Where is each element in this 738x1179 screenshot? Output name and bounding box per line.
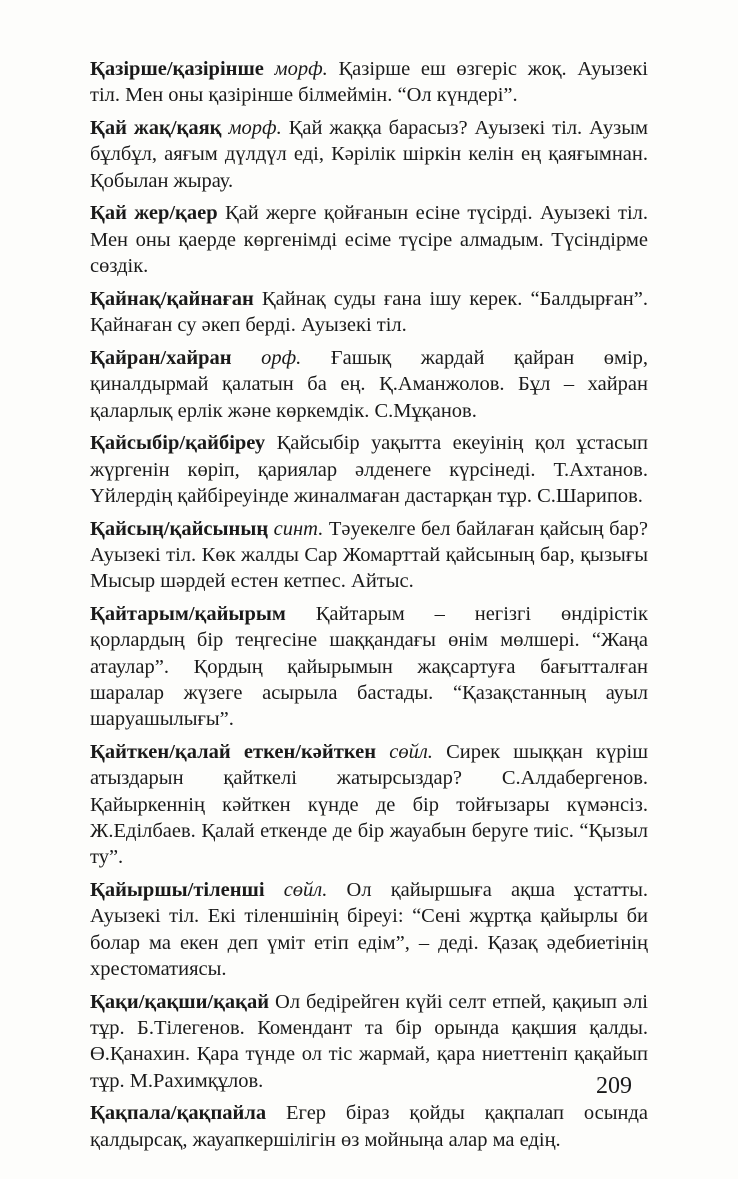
dictionary-text bbox=[90, 56, 648, 1160]
entry-headword: Қай жақ/қаяқ bbox=[90, 117, 222, 140]
entry-text: Тәуекелге бел байлаған қайсың бар? Ауызекі тіл. Көк жалды Сар Жомарттай қайсының бар, қызығы Мысыр шәрдей естен кетпес. Айтыс. bbox=[90, 517, 649, 593]
page-number: 209 bbox=[596, 1073, 632, 1099]
entry-text: Қайнақ суды ғана ішу керек. “Балдырған”. Қайнаған су әкеп берді. Ауызекі тіл. bbox=[90, 287, 649, 337]
entry-headword: Қайран/хайран bbox=[90, 346, 232, 369]
dictionary-entry bbox=[90, 516, 648, 595]
dictionary-entry bbox=[90, 115, 648, 194]
entry-text: Ол қайыршыға ақша ұстатты. Ауызекі тіл. Екі тіленшінің біреуі: “Сені жұртқа қайырлы би болар ма екен деп үміт етіп едім”, – деді. Қазақ әдебиетінің хрестоматиясы. bbox=[90, 879, 649, 980]
entry-headword: Қазірше/қазірінше bbox=[90, 58, 264, 80]
dictionary-entry bbox=[90, 200, 648, 279]
entry-label: синт. bbox=[273, 517, 324, 540]
dictionary-entry bbox=[90, 601, 648, 732]
entry-label: сөйл. bbox=[283, 879, 328, 902]
entry-headword: Қайтарым/қайырым bbox=[90, 603, 286, 626]
entry-text: Қай жаққа барасыз? Ауызекі тіл. Аузым бұлбұл, аяғым дүлдүл еді, Кәрілік шіркін келін ең қаяғымнан. Қобылан жырау. bbox=[90, 117, 649, 192]
entry-label: орф. bbox=[261, 346, 302, 369]
entry-headword: Қайыршы/тіленші bbox=[90, 879, 265, 902]
dictionary-entry bbox=[90, 56, 648, 109]
entry-headword: Қайсыбір/қайбіреу bbox=[90, 432, 266, 455]
dictionary-entry bbox=[90, 345, 648, 424]
entry-text: Ғашық жардай қайран өмір, қиналдырмай қалатын ба ең. Қ.Аманжолов. Бұл – хайран қаларлық ерлік және көркемдік. С.Мұқанов. bbox=[90, 346, 649, 422]
entry-text: Қазірше еш өзгеріс жоқ. Ауызекі тіл. Мен оны қазірінше білмеймін. “Ол күндері”. bbox=[90, 58, 649, 107]
entry-label: морф. bbox=[228, 117, 282, 140]
dictionary-entry bbox=[90, 989, 648, 1094]
dictionary-entry bbox=[90, 739, 648, 870]
entry-text: Егер біраз қойды қақпалап осында қалдырсақ, жауапкершілігін өз мойныңа алар ма едің. bbox=[90, 1102, 649, 1151]
entry-headword: Қайсың/қайсының bbox=[90, 517, 269, 540]
entry-text: Ол бедірейген күйі селт етпей, қақиып әлі тұр. Б.Тілегенов. Комендант та бір орында қақшия қалды. Ө.Қанахин. Қара түнде ол тіс жармай, қара ниеттеніп қақайып тұр. М.Рахимқұлов. bbox=[90, 990, 648, 1092]
entry-text: Қайтарым – негізгі өндірістік қорлардың бір теңгесіне шаққандағы өнім мөлшері. “Жаңа атаулар”. Қордың қайырымын жақсартуға бағытталған шаралар жүзеге асырыла бастады. “Қазақстанның ауыл шаруашылығы”. bbox=[90, 603, 648, 731]
entry-headword: Қақпала/қақпайла bbox=[90, 1102, 267, 1125]
dictionary-entry bbox=[90, 877, 648, 982]
entry-headword: Қайнақ/қайнаған bbox=[90, 287, 254, 310]
entry-label: сөйл. bbox=[389, 741, 433, 764]
entry-label: морф. bbox=[274, 58, 328, 80]
entry-text: Қайсыбір уақытта екеуінің қол ұстасып жүргенін көріп, қариялар әлденеге күрсінеді. Т.Ахтанов. Үйлердің қайбіреуінде жиналмаған дастарқан тұр. С.Шарипов. bbox=[90, 432, 648, 507]
dictionary-entry bbox=[90, 430, 648, 509]
entry-headword: Қай жер/қаер bbox=[90, 202, 218, 225]
dictionary-entry bbox=[90, 1100, 648, 1153]
entry-headword: Қақи/қақши/қақай bbox=[90, 990, 270, 1013]
entry-text: Қай жерге қойғанын есіне түсірді. Ауызекі тіл. Мен оны қаерде көргенімді есіме түсіре алмадым. Түсіндірме сөздік. bbox=[90, 202, 649, 278]
entry-headword: Қайткен/қалай еткен/кәйткен bbox=[90, 741, 377, 764]
dictionary-entry bbox=[90, 286, 648, 339]
entry-text: Сирек шыққан күріш атыздарын қайткелі жатырсыздар? С.Алдабергенов. Қайыркеннің кәйткен күнде де бір тойғызары күмәнсіз. Ж.Еділбаев. Қалай еткенде де бір жауабын беруге тиіс. “Қызыл ту”. bbox=[90, 741, 648, 869]
